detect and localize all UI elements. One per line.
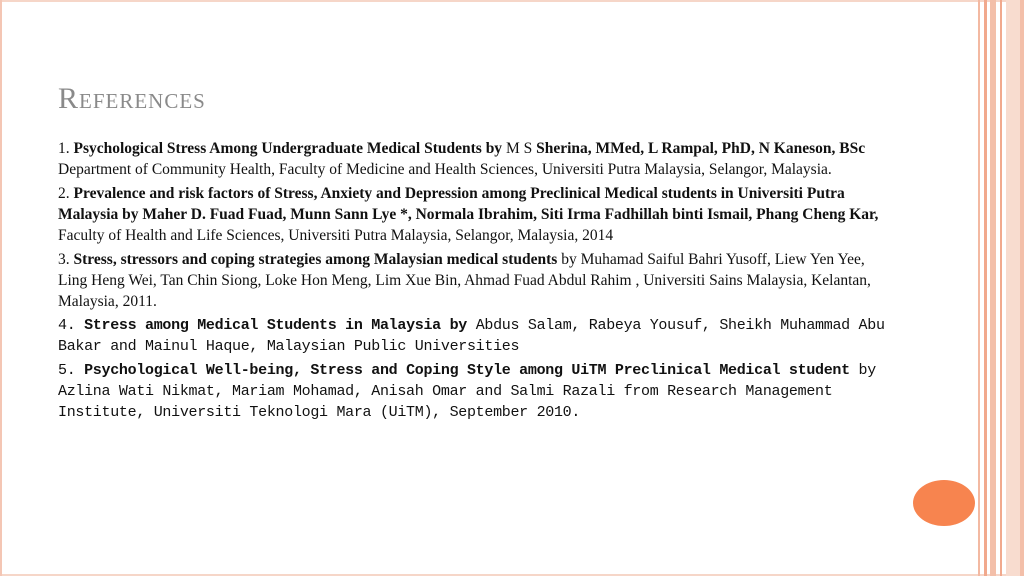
stripe xyxy=(1006,0,1020,576)
reference-authors: Sherina, MMed, L Rampal, PhD, N Kaneson, BSc xyxy=(536,140,866,157)
reference-number: 3. xyxy=(58,251,70,268)
reference-list xyxy=(58,138,888,426)
slide-frame-top xyxy=(0,0,1024,2)
reference-title: Psychological Well-being, Stress and Coping Style among UiTM Preclinical Medical student xyxy=(84,362,850,379)
reference-affiliation: Department of Community Health, Faculty of Medicine and Health Sciences, Universiti Putra Malaysia, Selangor, Malaysia. xyxy=(58,161,832,178)
stripe xyxy=(984,0,987,576)
reference-item-3 xyxy=(58,249,888,312)
reference-title: Psychological Stress Among Undergraduate Medical Students by xyxy=(73,140,503,157)
reference-authors-plain: M S xyxy=(505,140,533,157)
stripe xyxy=(1020,0,1024,576)
stripe xyxy=(1000,0,1002,576)
reference-title: Stress, stressors and coping strategies among Malaysian medical students xyxy=(73,251,558,268)
reference-affiliation: Abdus Salam, Rabeya Yousuf, Sheikh Muhammad Abu Bakar and Mainul Haque, Malaysian Public Universities xyxy=(58,317,885,355)
stripe xyxy=(990,0,996,576)
reference-affiliation: by Azlina Wati Nikmat, Mariam Mohamad, Anisah Omar and Salmi Razali from Research Management Institute, Universiti Teknologi Mara (UiTM), September 2010. xyxy=(58,362,876,421)
reference-number: 5. xyxy=(58,362,76,379)
reference-number: 2. xyxy=(58,185,70,202)
page-title: References xyxy=(58,82,206,115)
reference-number: 4. xyxy=(58,317,76,334)
reference-item-4 xyxy=(58,315,888,357)
reference-item-5 xyxy=(58,360,888,423)
slide-frame-left xyxy=(0,0,2,576)
reference-item-1 xyxy=(58,138,888,180)
reference-title: Prevalence and risk factors of Stress, Anxiety and Depression among Preclinical Medical students in Universiti Putra Malaysia by Maher D. Fuad Fuad, Munn Sann Lye *, Normala Ibrahim, Siti Irma Fadhillah binti Ismail, Phang Cheng Kar, xyxy=(58,185,879,223)
reference-item-2 xyxy=(58,183,888,246)
reference-affiliation: Faculty of Health and Life Sciences, Universiti Putra Malaysia, Selangor, Malaysia, 2014 xyxy=(58,227,614,244)
reference-title: Stress among Medical Students in Malaysia by xyxy=(84,317,467,334)
reference-affiliation: by Muhamad Saiful Bahri Yusoff, Liew Yen Yee, Ling Heng Wei, Tan Chin Siong, Loke Hon Meng, Lim Xue Bin, Ahmad Fuad Abdul Rahim , Universiti Sains Malaysia, Kelantan, Malaysia, 2011. xyxy=(58,251,871,310)
stripe xyxy=(978,0,980,576)
reference-number: 1. xyxy=(58,140,70,157)
decorative-circle xyxy=(913,480,975,526)
